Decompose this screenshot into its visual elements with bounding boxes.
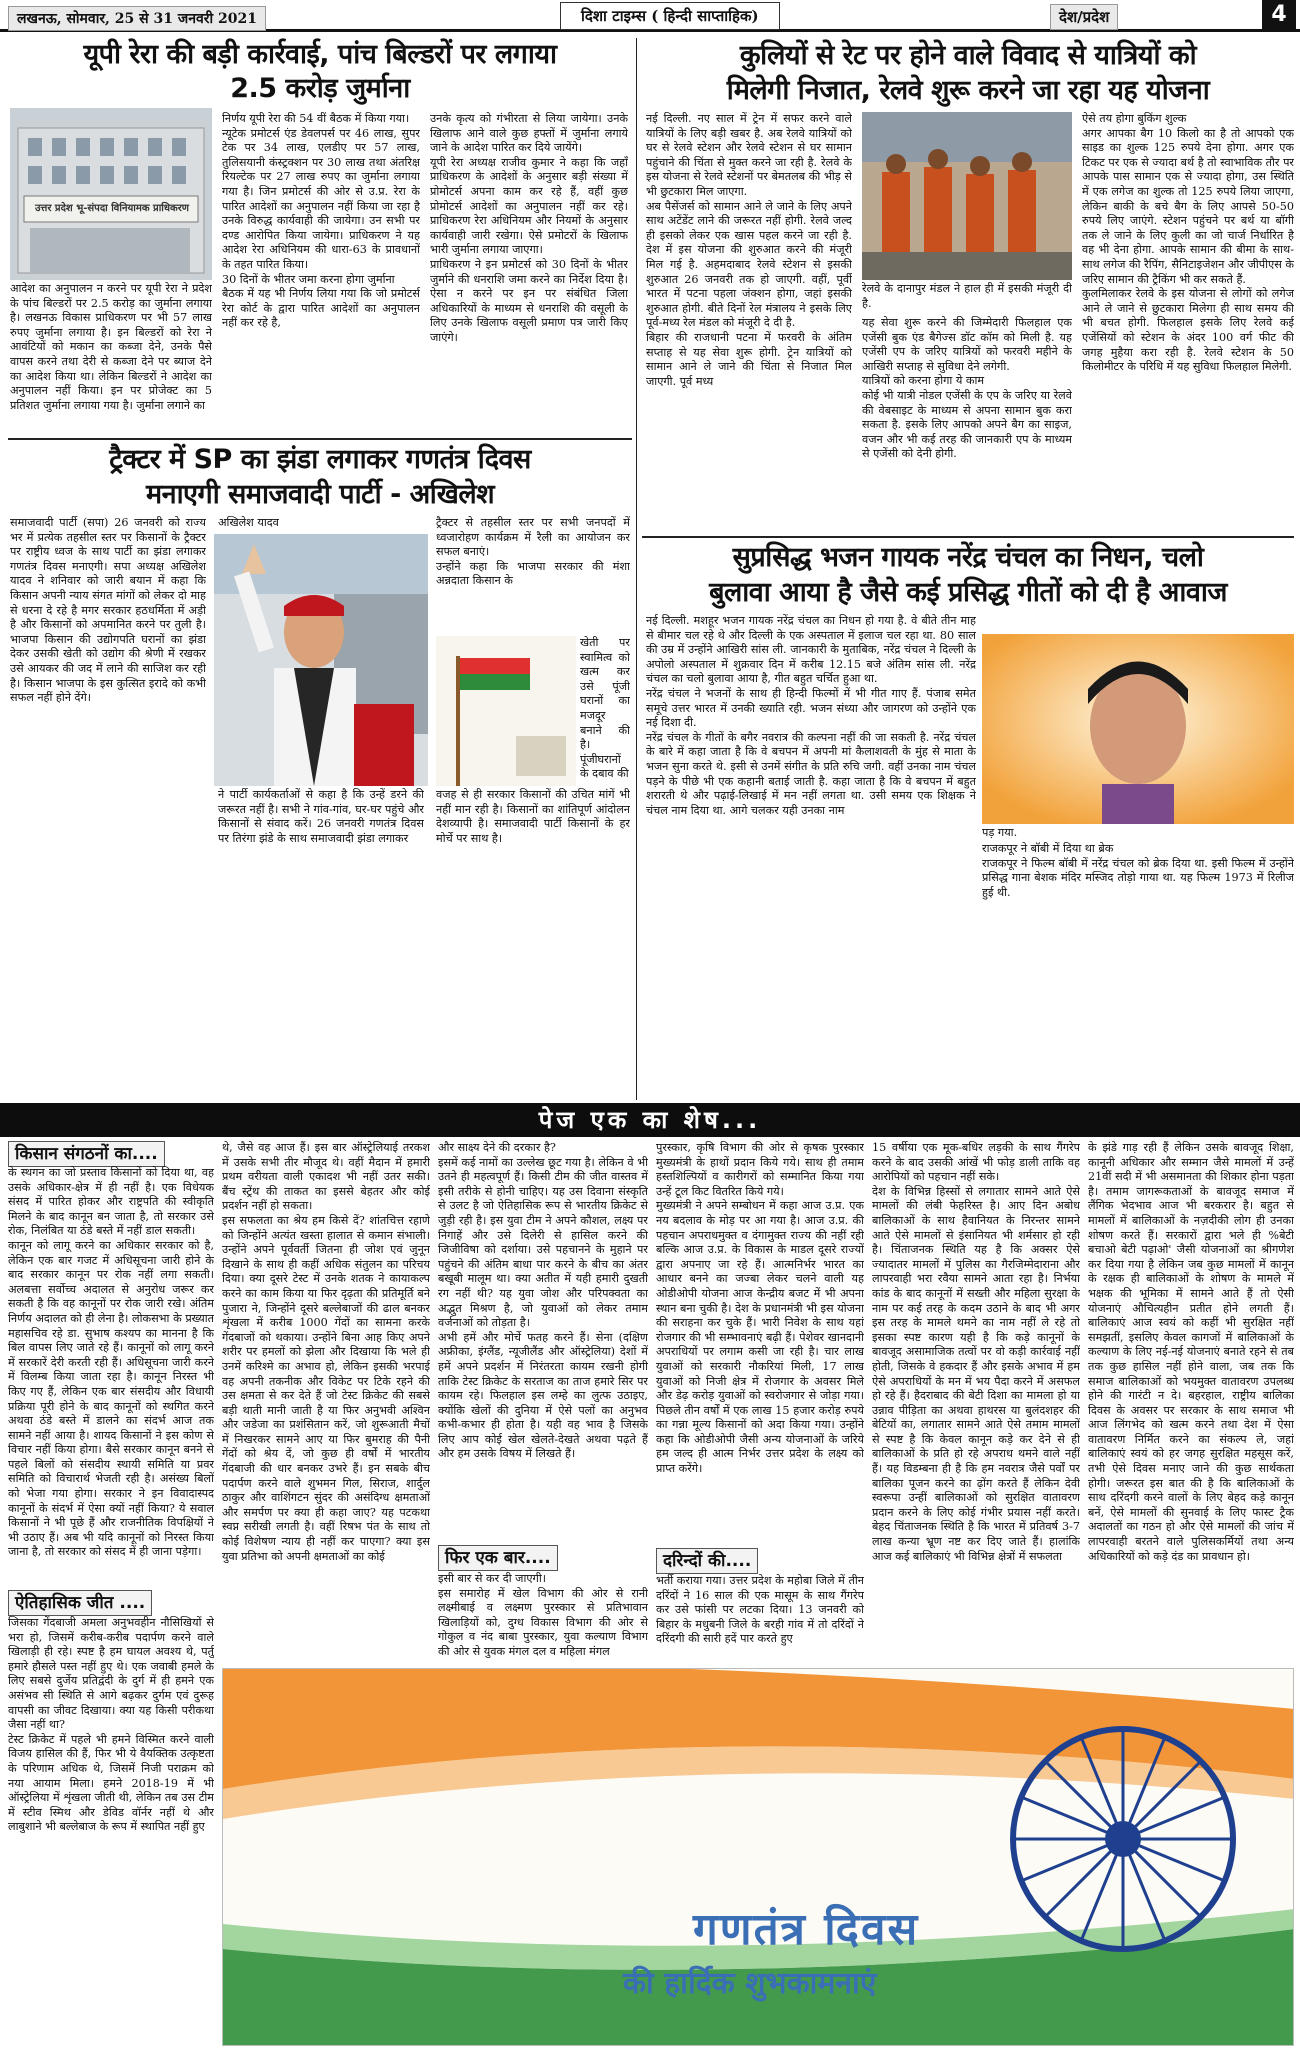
building-sign-text: उत्तर प्रदेश भू-संपदा विनियामक प्राधिकरण bbox=[34, 203, 190, 214]
story1-headline-line2: 2.5 करोड़ जुर्माना bbox=[230, 73, 410, 104]
story4-column-1: नई दिल्ली. मशहूर भजन गायक नरेंद्र चंचल का निधन हो गया है. वे बीते तीन माह से बीमार चल रहे थे और दिल्ली के एक अस्पताल में इलाज चल रहा था. 80 साल की उम्र में उन्होंने आखिरी सांस ली. जानकारी के मुताबिक, नरेंद्र चंचल ने दिल्ली के अपोलो अस्पताल में शुक्रवार दिन में करीब 12.15 बजे अंतिम सांस ली. नरेंद्र चंचल का चलो बुलावा आया है, गीत बहुत चर्चित हुआ था. नरेंद्र चंचल ने भजनों के साथ ही हिन्दी फिल्मों में भी गीत गाए हैं. पंजाब समेत समूचे उत्तर भारत में उनकी ख्याति रही. भजन संध्या और जागरण को उन्होंने एक नई दिशा दी. नरेंद्र चंचल के गीतों के बगैर नवरात्र की कल्पना नहीं की जा सकती है. नरेंद्र चंचल के बारे में कहा जाता है कि वे बचपन में अपनी मां कैलाशवती के मुंह से माता के भजन सुना करते थे. इसी से उनमें संगीत के प्रति रुचि जगी. वहीं उनका नाम चंचल पड़ने के पीछे भी एक कहानी बताई जाती है. कहा जाता है कि वे बचपन में बहुत शरारती थे और पढ़ाई-लिखाई में मन नहीं लगता था. उसी समय एक शिक्षक ने चंचल नाम दिया था. आगे चलकर यही उनका नाम bbox=[646, 614, 976, 817]
story3-column-2: ने पार्टी कार्यकर्ताओं से कहा है कि उन्हें डरने की जरूरत नहीं है। सभी ने गांव-गांव, घर-घर पहुंचे और किसानों से संवाद करें। 26 जनवरी गणतंत्र दिवस पर तिरंगा झंडे के साथ समाजवादी झंडा लगाकर bbox=[218, 788, 424, 845]
story1-headline bbox=[10, 38, 630, 106]
cricket-column-2: थे, जैसे वह आज हैं। इस बार ऑस्ट्रेलियाई तरकश में उसके सभी तीर मौजूद थे। वहीं मैदान में हमारी प्रथम वरीयता वाली एकादश भी नहीं उतर सकी। बैंच स्ट्रेंथ की ताकत का इससे बेहतर और कोई प्रदर्शन नहीं हो सकता। इस सफलता का श्रेय हम किसे दें? शांतचित्त रहाणे को जिन्होंने अत्यंत खस्ता हालात से कमान संभाली। उन्होंने अपने पूर्ववर्ती जितना ही जोश एवं जुनून दिखाने के साथ ही कहीं अधिक संतुलन का परिचय दिया। क्या दूसरे टेस्ट में उनके शतक ने कायाकल्प करने का काम किया या फिर दृढ़ता की प्रतिमूर्ति बने पुजारा ने, जिन्होंने दूसरे बल्लेबाजों की ढाल बनकर शृंखला में करीब 1000 गेंदों का सामना करके गेंदबाजों को थकाया। उन्होंने बिना आह किए अपने शरीर पर हमलों को झेला और दिखाया कि भले ही उनमें करिश्मे का अभाव हो, लेकिन इसकी भरपाई वह अपनी तकनीक और विकेट पर टिके रहने की उस क्षमता से कर देते हैं जो टेस्ट क्रिकेट की सबसे बड़ी थाती मानी जाती है या फिर अनुभवी अश्विन और जडेजा का प्रशंसितान करें, जो शुरूआती मैचों में निखरकर सामने आए या फिर बुमराह की पैनी गेंदों को श्रेय दें, जो कुछ ही वर्षों में भारतीय गेंदबाजी की धार बनकर उभरे हैं। इन सबके बीच पदार्पण करने वाले शुभमन गिल, सिराज, शार्दुल ठाकुर और वाशिंगटन सुंदर की असंदिग्ध क्षमताओं और समर्पण पर क्या ही कहा जाए? यह पटकथा स्वप्न सरीखी लगती है। वहीं रिषभ पंत के साथ तो कोई विशेषण न्याय ही नहीं कर पाएगा? क्या इस युवा प्रतिभा को अपनी क्षमताओं का कोई bbox=[222, 1141, 430, 1563]
story2-column-1: नई दिल्ली. नए साल में ट्रेन में सफर करने वाले यात्रियों के लिए बड़ी खबर है. अब रेलवे यात्रियों को घर से रेलवे स्टेशन और रेलवे स्टेशन से घर सामान पहुंचाने की चिंता से मुक्त करने जा रही है. रेलवे के इस योजना से रेलवे स्टेशनों पर बेमतलब की भीड़ से भी छुटकारा मिल जाएगा. अब पैसेंजर्स को सामान आने ले जाने के लिए अपने साथ अटेंडेंट लाने की जरूरत नहीं होगी. रेलवे जल्द ही इसको लेकर एक खास पहल करने जा रही है. देश में इस योजना की शुरुआत करने की मंजूरी मिल गई है. अहमदाबाद रेलवे स्टेशन से इसकी शुरुआत 26 जनवरी तक हो जाएगी. वहीं, पूर्वी भारत में पटना पहला जंक्शन होगा, जहां इसकी शुरुआत होगी. बीते दिनों रेल मंत्रालय ने इसके लिए पूर्व-मध्य रेल मंडल को मंजूरी दे दी है. बिहार की राजधानी पटना में फरवरी के अंतिम सप्ताह से यह सेवा शुरू होगी. ट्रेन यात्रियों को सामान आने ले जाने की चिंता से निजात मिल जाएगी. पूर्व मध्य bbox=[646, 112, 852, 388]
story4-headline bbox=[642, 540, 1294, 610]
page-number: 4 bbox=[1262, 0, 1296, 30]
story3-headline-line2: मनाएगी समाजवादी पार्टी - अखिलेश bbox=[145, 479, 495, 510]
dateline: लखनऊ, सोमवार, 25 से 31 जनवरी 2021 bbox=[8, 6, 266, 31]
railway-porters-photo bbox=[862, 112, 1072, 280]
continued-banner: पेज एक का शेष... bbox=[0, 1103, 1300, 1137]
story2-headline-line1: कुलियों से रेट पर होने वाले विवाद से यात्रियों को bbox=[739, 40, 1197, 71]
darindon-column-2: 15 वर्षीया एक मूक-बधिर लड़की के साथ गैंगरेप करने के बाद उसकी आंखें भी फोड़ डाली ताकि वह आरोपियों को पहचान नहीं सके। देश के विभिन्न हिस्सों से लगातार सामने आते ऐसे मामलों की लंबी फेहरिस्त है। आए दिन अबोध बालिकाओं के साथ हैवानियत के निरन्तर सामने आते ऐसे मामलों से इंसानियत भी शर्मसार हो रही है। चिंताजनक स्थिति यह है कि अक्सर ऐसे ज्यादातर मामलों में पुलिस का गैरजिम्मेदाराना और लापरवाही भरा रवैया सामने आता रहा है। निर्भया कांड के बाद कानूनों में सख्ती और महिला सुरक्षा के नाम पर कई तरह के कदम उठाने के बाद भी अगर इस तरह के मामले थमने का नाम नहीं ले रहे तो इसका स्पष्ट कारण यही है कि कड़े कानूनों के बावजूद असामाजिक तत्वों पर वो कड़ी कार्रवाई नहीं होती, जिसके वे हकदार हैं और इसके अभाव में हम ऐसे अपराधियों के मन में भय पैदा करने में असफल हो रहे हैं। हैदराबाद की बेटी दिशा का मामला हो या उन्नाव पीड़िता का अथवा हाथरस या बुलंदशहर की बेटियों का, लगातार सामने आते ऐसे तमाम मामलों से स्पष्ट है कि केवल कानून कड़े कर देने से ही बालिकाओं के प्रति हो रहे अपराध थमने वाले नहीं हैं। यह विडम्बना ही है कि हम नवरात्र जैसे पर्वों पर बालिका पूजन करने का ढ़ोंग करते हैं लेकिन देवी स्वरूपा उन्हीं बालिकाओं को सुरक्षित वातावरण प्रदान करने के लिए कोई गंभीर प्रयास नहीं करते। बेहद चिंताजनक स्थिति है कि भारत में प्रतिवर्ष 3-7 लाख कन्या भ्रूण नष्ट कर दिए जाते हैं। हालांकि आज कई बालिकाएं भी विभिन्न क्षेत्रों में सफलता bbox=[872, 1141, 1080, 1563]
darindon-subhead-text: दरिन्दों की.... bbox=[656, 1548, 758, 1574]
story3-column-3-top: ट्रैक्टर से तहसील स्तर पर सभी जनपदों में ध्वजारोहण कार्यक्रम में रैली का आयोजन कर सफल बनाएं। उन्होंने कहा कि भाजपा सरकार की मंशा अन्नदाता किसान के bbox=[436, 516, 630, 588]
akhilesh-yadav-photo bbox=[214, 534, 428, 786]
tractor-flag-photo bbox=[436, 636, 576, 786]
phir-ek-baar-column: इसी बार से कर दी जाएगी। इस समारोह में खेल विभाग की ओर से रानी लक्ष्मीबाई व लक्ष्मण पुरस्कार से प्रतिभावान खिलाड़ियों को, दुग्ध विकास विभाग की ओर से गोकुल व नंद बाबा पुरस्कार, युवा कल्याण विभाग की ओर से युवक मंगल दल व महिला मंगल bbox=[438, 1572, 648, 1658]
story1-column-1: आदेश का अनुपालन न करने पर यूपी रेरा ने प्रदेश के पांच बिल्डरों पर 2.5 करोड़ का जुर्माना लगाया है। लखनऊ विकास प्राधिकरण पर भी 57 लाख रुपए जुर्माना लगाया है। इन बिल्डरों को रेरा ने आवंटियों को मकान का कब्जा देने, उनके पैसे वापस करने तथा देरी से कब्जा देने पर ब्याज देने का आदेश किया था। लेकिन बिल्डरों ने आदेश का अनुपालन नहीं किया। इन पर प्रोजेक्ट का 5 प्रतिशत जुर्माना लगाया गया है। जुर्माना लगाने का bbox=[10, 282, 212, 412]
ceremony-column: पुरस्कार, कृषि विभाग की ओर से कृषक पुरस्कार मुख्यमंत्री के हाथों प्रदान किये गये। साथ ही तमाम हस्तशिल्पियों व कारीगरों को सम्मानित किया गया उन्हें टूल किट वितरित किये गये। मुख्यमंत्री ने अपने सम्बोधन में कहा आज उ.प्र. एक नय बदलाव के मोड़ पर आ गया है। आज उ.प्र. की पहचान अपराधमुक्त व दंगामुक्त राज्य की नहीं रही बल्कि आज उ.प्र. के विकास के माडल दूसरे राज्यों द्वारा अपनाए जा रहे हैं। आत्मनिर्भर भारत का आधार बनने का जज्बा लेकर चलने वाली यह ओडीओपी योजना आज केन्द्रीय बजट में भी अपना स्थान बना चुकी है। देश के प्रधानमंत्री भी इस योजना की सराहना कर चुके हैं। भारी निवेश के साथ यहां रोजगार की भी सम्भावनाएं बढ़ी हैं। पेशेवर खानदानी अपराधियों पर लगाम कसी जा रही है। चार लाख युवाओं को सरकारी नौकरियां मिली, 17 लाख युवाओं को निजी क्षेत्र में रोजगार के अवसर मिले और डेढ़ करोड़ युवाओं को स्वरोजगार से जोड़ा गया। पिछले तीन वर्षों में एक लाख 15 हजार करोड़ रुपये का गन्ना मूल्य किसानों को अदा किया गया। उन्होंने कहा कि ओडीओपी जैसी अन्य योजनाओं के जरिये हम जल्द ही आत्म निर्भर उत्तर प्रदेश के लक्ष्य को प्राप्त करेंगे। bbox=[656, 1141, 864, 1476]
historic-win-column: जिसका गेंदबाजी अमला अनुभवहीन नौसिखियों से भरा हो, जिसमें करीब-करीब पदार्पण करने वाले खिलाड़ी ही रहे। स्पष्ट है हम घायल अवश्य थे, पर्तु हमारे हौसले पस्त नहीं हुए थे। एक जवाबी हमले के लिए सबसे दुर्जेय प्रतिद्वंदी के दुर्ग में ही हमने एक असंभव सी स्थिति से आगे बढ़कर दुर्गम एवं दुरूह वापसी का जीवट दिखाया। क्या यह किसी परीकथा जैसा नहीं था? टेस्ट क्रिकेट में पहले भी हमने विस्मित करने वाली विजय हासिल की हैं, फिर भी ये वैयक्तिक उत्कृष्टता के परिणाम अधिक थे, जिसमें निजी पराक्रम को नया आयाम मिला। हमने 2018-19 में भी ऑस्ट्रेलिया में शृंखला जीती थी, लेकिन तब उस टीम में स्टीव स्मिथ और डेविड वॉर्नर नहीं थे और लाबुशाने भी बल्लेबाज के रूप में स्थापित नहीं हुए bbox=[8, 1616, 214, 1834]
story2-headline-line2: मिलेगी निजात, रेलवे शुरू करने जा रहा यह योजना bbox=[726, 75, 1210, 106]
section-label: देश/प्रदेश bbox=[1050, 4, 1118, 30]
singer-illustration bbox=[982, 634, 1294, 824]
historic-win-subhead bbox=[8, 1590, 214, 1613]
story4-caption: पड़ गया. bbox=[982, 826, 1018, 839]
divider bbox=[8, 438, 632, 440]
darindon-column-3: के झंडे गाड़ रही हैं लेकिन उसके बावजूद शिक्षा, कानूनी अधिकार और सम्मान जैसे मामलों में उन्हें 21वीं सदी में भी असमानता की शिकार होना पड़ता है। तमाम जागरूकताओं के बावजूद समाज में लैंगिक भेदभाव आज भी बरकरार है। बहुत से मामलों में बालिकाओं के नज़दीकी लोग ही उनका शोषण करते हैं। सरकारों द्वारा भले ही %बेटी बचाओ बेटी पढ़ाओ' जैसी योजनाओं का श्रीगणेश कर दिया गया है लेकिन जब कुछ मामलों में कानून के रक्षक ही बालिकाओं के शोषण के मामले में भक्षक की भूमिका में सामने आते हैं तो ऐसी योजनाएं औचित्यहीन प्रतीत होने लगती हैं। बालिकाएं आज स्वयं को कहीं भी सुरक्षित नहीं समझतीं, इसलिए केवल कागजों में बालिकाओं के कल्याण के लिए नई-नई योजनाएं बनाते रहने से तब तक कुछ हासिल नहीं होने वाला, जब तक कि समाज बालिकाओं को भयमुक्त वातावरण उपलब्ध होने की गारंटी न दे। बहरहाल, राष्ट्रीय बालिका दिवस के अवसर पर सरकार के साथ समाज भी आज लिंगभेद को खत्म करने तथा देश में ऐसा वातावरण निर्मित करने का संकल्प ले, जहां बालिकाएं स्वयं को हर जगह सुरक्षित महसूस करें, तभी ऐसे दिवस मनाए जाने की कुछ सार्थकता होगी। जरूरत इस बात की है कि बालिकाओं के साथ दरिंदगी करने वालों के लिए बेहद कड़े कानून बनें, ऐसे मामलों की सुनवाई के लिए फास्ट ट्रैक अदालतों का गठन हो और ऐसे मामलों की जांच में लापरवाही बरतने वाले पुलिसकर्मियों तथा अन्य अधिकारियों को कड़े दंड का प्रावधान हो। bbox=[1088, 1141, 1294, 1563]
story3-column-1: समाजवादी पार्टी (सपा) 26 जनवरी को राज्य भर में प्रत्येक तहसील स्तर पर किसानों के ट्रैक्टर पर राष्ट्रीय ध्वज के साथ पार्टी का झंडा लगाकर गणतंत्र दिवस मनाएगी। सपा अध्यक्ष अखिलेश यादव ने शनिवार को जारी बयान में कहा कि किसान अपनी न्याय संगत मांगों को लेकर दो माह से धरना दे रहे है मगर सरकार हठधर्मिता में अड़ी है और किसानों को अपमानित करने पर तुली है। भाजपा किसान की उद्योगपति घरानों का झंडा देकर उसकी खेती को उद्योग की श्रेणी में रखकर उसे आयकर की जद में लाने की साजिश कर रही है। किसान भाजपा के इस कुत्सित इरादे को कभी सफल नहीं होने देंगे। bbox=[10, 516, 206, 705]
cricket-column-3: और साक्ष्य देने की दरकार है? इसमें कई नामों का उल्लेख छूट गया है। लेकिन वे भी उतने ही महत्वपूर्ण हैं। किसी टीम की जीत वास्तव में इसी तरीके से होनी चाहिए। यह उस दिवाना संस्कृति से उलट है जो ऐतिहासिक रूप से भारतीय क्रिकेट से जुड़ी रही है। इस युवा टीम ने अपने कौशल, लक्ष्य पर निगाहें और उसे दिलेरी से हासिल करने की जिजीविषा को दर्शाया। उसे पहचानने के मुहाने पर पहुंचने की अंतिम बाधा पार करने के बीच का अंतर बखूबी मालूम था। क्या अतीत में यही हमारी दुखती रग नहीं थी? यह युवा जोश और परिपक्वता का अद्भुत मिश्रण है, जो युवाओं को लेकर तमाम वर्जनाओं को तोड़ता है। अभी हमें और मोर्चे फतह करने हैं। सेना (दक्षिण अफ्रीका, इंग्लैंड, न्यूजीलैंड और ऑस्ट्रेलिया) देशों में हमें अपने प्रदर्शन में निरंतरता कायम रखनी होगी ताकि टेस्ट क्रिकेट के सरताज का ताज हमारे सिर पर कायम रहे। फिलहाल इस लम्हे का लुत्फ उठाइए, क्योंकि खेलों की दुनिया में ऐसे पलों का अनुभव कभी-कभार ही होता है। यही वह भाव है जिसके लिए आप कोई खेल खेलते-देखते अथवा पढ़ते हैं और हम उसके विषय में लिखते हैं। bbox=[438, 1141, 648, 1461]
ad-title: गणतंत्र दिवस bbox=[693, 1904, 920, 1955]
divider bbox=[642, 536, 1294, 538]
story3-headline-line1: ट्रैक्टर में SP का झंडा लगाकर गणतंत्र दिवस bbox=[109, 444, 531, 475]
republic-day-ad bbox=[222, 1668, 1294, 2046]
story3-column-3-narrow: खेती पर स्वामित्व को खत्म कर उसे पूंजी घरानों का मजदूर बनाने की है। पूंजीघरानों के दबाव की bbox=[580, 636, 630, 781]
building-illustration bbox=[10, 108, 212, 280]
story2-column-3: ऐसे तय होगा बुकिंग शुल्क अगर आपका बैग 10 किलो का है तो आपको एक साइड का शुल्क 125 रुपये देना होगा. अगर एक टिकट पर एक से ज्यादा बर्थ है तो स्वाभाविक तौर पर आपके पास सामान एक से ज्यादा होगा, उस स्थिति में एक लगेज का शुल्क तो 125 रुपये लिया जाएगा, लेकिन बाकी के बचे बैग के लिए आपसे 50-50 रुपये लिए जाएंगे. स्टेशन पहुंचने पर बर्थ या बॉगी तक ले जाने के लिए कुली का जो चार्ज निर्धारित है वह भी देना होगा. आपके सामान की बीमा के साथ-साथ लगेज की रैपिंग, सैनिटाइजेशन और जीपीएस के जरिए सामान की ट्रैकिंग भी कर सकते हैं. कुलमिलाकर रेलवे के इस योजना से लोगों को लगेज आने ले जाने से छुटकारा मिलेगा ही साथ समय की भी बचत होगी. फिलहाल इसके लिए रेलवे कई एजेंसियों को स्टेशन के अंदर 100 वर्ग फीट की जगह मुहैया करा रही है. रेलवे स्टेशन के 50 किलोमीटर के परिधि में यह सुविधा फिलहाल मिलेगी. bbox=[1082, 112, 1294, 374]
vertical-divider bbox=[636, 38, 637, 1100]
story1-column-3: उनके कृत्य को गंभीरता से लिया जायेगा। उनके खिलाफ आने वाले कुछ हफ्तों में जुर्माना लगाये जाने के आदेश पारित कर दिये जायेंगे। यूपी रेरा अध्यक्ष राजीव कुमार ने कहा कि जहाँ प्राधिकरण के आदेशों के अनुसार बड़ी संख्या में प्रोमोटर्स अपना काम कर रहे हैं, वहीं कुछ प्रोमोटर्स आदेशों का अनुपालन नहीं कर रहे। प्राधिकरण रेरा अधिनियम और नियमों के अनुसार कार्यवाही जारी रखेगा। ऐसे प्रमोटरों के खिलाफ भारी जुर्माना लगाया जाएगा। प्राधिकरण ने इन प्रमोटर्स को 30 दिनों के भीतर जुर्माने की धनराशि जमा करने का निर्देश दिया है। ऐसा न करने पर इन पर संबंधित जिला अधिकारियों के माध्यम से धनराशि की वसूली के लिए उनके खिलाफ वसूली प्रमाण पत्र जारी किए जाएंगे। bbox=[430, 112, 628, 344]
narendra-chanchal-photo bbox=[982, 634, 1294, 824]
story4-headline-line1: सुप्रसिद्ध भजन गायक नरेंद्र चंचल का निधन, चलो bbox=[732, 542, 1204, 573]
story2-photo-caption: रेलवे के दानापुर मंडल ने हाल ही में इसकी मंजूरी दी है. bbox=[862, 282, 1072, 310]
phir-ek-baar-subhead-text: फिर एक बार.... bbox=[438, 1545, 558, 1571]
leader-illustration bbox=[214, 534, 428, 786]
story3-column-3-bottom: वजह से ही सरकार किसानों की उचित मांगें भी नहीं मान रही है। किसानों का शांतिपूर्ण आंदोलन देशव्यापी है। समाजवादी पार्टी किसानों के हर मोर्चे पर साथ है। bbox=[436, 788, 630, 845]
darindon-column-1: भर्ती कराया गया। उत्तर प्रदेश के महोबा जिले में तीन दरिंदों ने 16 साल की एक मासूम के साथ गैंगरेप कर उसे फांसी पर लटका दिया। 13 जनवरी को बिहार के मधुबनी जिले के बरही गांव में तो दरिंदों ने दरिंदगी की सारी हदें पार करते हुए bbox=[656, 1574, 864, 1646]
story4-headline-line2: बुलावा आया है जैसे कई प्रसिद्ध गीतों को दी है आवाज bbox=[709, 577, 1227, 608]
story4-column-2: राजकपूर ने बॉबी में दिया था ब्रेक राजकपूर ने फिल्म बॉबी में नरेंद्र चंचल को ब्रेक दिया था. इसी फिल्म में उन्होंने प्रसिद्ध गाना बेशक मंदिर मस्जिद तोड़ो गाया था. यह फिल्म 1973 में रिलीज हुई थी. bbox=[982, 842, 1294, 899]
story1-column-2: निर्णय यूपी रेरा की 54 वीं बैठक में किया गया। न्यूटेक प्रमोटर्स एंड डेवलपर्स पर 46 लाख, सुपर टेक पर 34 लाख, एलडीए पर 57 लाख, तुलिसयानी कंस्ट्रक्शन पर 30 लाख तथा अंतरिक्ष रियल्टेक पर 27 लाख रुपए का जुर्माना लगाया गया है। जिन प्रमोटर्स की ओर से उ.प्र. रेरा के पारित आदेशों का अनुपालन नहीं किया जा रहा है उनके विरुद्ध कार्यवाही की जायेगा। उन सभी पर दण्ड आरोपित किया जायेगा। प्राधिकरण ने यह आदेश रेरा अधिनियम की धारा-63 के प्रावधानों के तहत पारित किया। 30 दिनों के भीतर जमा करना होगा जुर्माना बैठक में यह भी निर्णय लिया गया कि जो प्रमोटर्स रेरा कोर्ट के द्वारा पारित आदेशों का अनुपालन नहीं कर रहे है, bbox=[222, 112, 420, 330]
story2-column-2: यह सेवा शुरू करने की जिम्मेदारी फिलहाल एक एजेंसी बुक एंड बैगेज्स डॉट कॉम को मिली है. यह एजेंसी एप के जरिए यात्रियों को फरवरी महीने के आखिरी सप्ताह से सुविधा देने लगेगी. यात्रियों को करना होगा ये काम कोई भी यात्री नोडल एजेंसी के एप के जरिए या रेलवे की वेबसाइट के माध्यम से अपना सामान बुक करा सकता है. इसके लिए आपको अपने बैग का साइज, वजन और भी कई तरह की जानकारी एप के माध्यम से एजेंसी को देनी होगी. bbox=[862, 316, 1072, 461]
historic-win-subhead-text: ऐतिहासिक जीत .... bbox=[8, 1590, 152, 1616]
porters-illustration bbox=[862, 112, 1072, 280]
darindon-subhead bbox=[656, 1548, 864, 1571]
phir-ek-baar-subhead bbox=[438, 1545, 648, 1568]
ad-subtitle: की हार्दिक शुभकामनाएं bbox=[623, 1966, 877, 2001]
kisan-subhead-text: किसान संगठनों का.... bbox=[8, 1141, 165, 1167]
story3-caption-akhilesh: अखिलेश यादव bbox=[218, 516, 279, 529]
kisan-column: के स्थगन का जो प्रस्ताव किसानों को दिया था, वह उसके अधिकार-क्षेत्र में ही नहीं है। एक विधेयक संसद में पारित होकर और राष्ट्रपति की स्वीकृति मिलने के बाद कानून बन जाता है, तो सरकार उसे रोक, निलंबित या ठंडे बस्ते में नहीं डाल सकती। कानून को लागू करने का अधिकार सरकार को है, लेकिन एक बार गजट में अधिसूचना जारी होने के बाद सरकार कानून पर रोक नहीं लगा सकती। अलबत्ता सर्वोच्च अदालत से अनुरोध जरूर कर सकती है कि वह कानूनों पर रोक जारी रखे। अंतिम निर्णय अदालत को ही लेना है। लोकसभा के प्रख्यात महासचिव रहे डा. सुभाष कश्यप का मानना है कि बिल वापस लिए जाते रहे हैं। कानूनों को लागू करने में सरकारें देरी करती रही हैं। अधिसूचना जारी करने में विलम्ब किया जाता रहा है। कानून निरस्त भी किए गए हैं, लेकिन एक बार संसदीय और विधायी प्रक्रिया पूरी होने के बाद कानूनों को स्थगित करने अथवा ठंडे बस्ते में डालने का संदर्भ आज तक सामने नहीं आया है। शायद किसानों ने इस कोण से विचार नहीं किया होगा। बैसे सरकार कानून बनने से पहले बिलों को संसदीय स्थायी समिति या प्रवर समिति को विचारार्थ भेजती रही है। असंख्य बिलों को भेजा गया होगा। सरकार ने इन विवादास्पद कानूनों के संदर्भ में ऐसा क्यों नहीं किया? ये सवाल किसानों ने भी पूछे हैं और राजनीतिक विपक्षियों ने भी उठाए हैं। अब भी यदि कानूनों को निरस्त किया जाना है, तो सरकार को संसद में ही जाना पड़ेगा। bbox=[8, 1166, 214, 1559]
kisan-subhead bbox=[8, 1141, 208, 1164]
flag-illustration bbox=[436, 636, 576, 786]
paper-name: दिशा टाइम्स ( हिन्दी साप्ताहिक) bbox=[560, 2, 780, 30]
story3-headline bbox=[10, 442, 630, 512]
rera-building-photo bbox=[10, 108, 212, 280]
story2-headline bbox=[642, 38, 1294, 108]
story1-headline-line1: यूपी रेरा की बड़ी कार्रवाई, पांच बिल्डरों पर लगाया bbox=[83, 39, 557, 70]
